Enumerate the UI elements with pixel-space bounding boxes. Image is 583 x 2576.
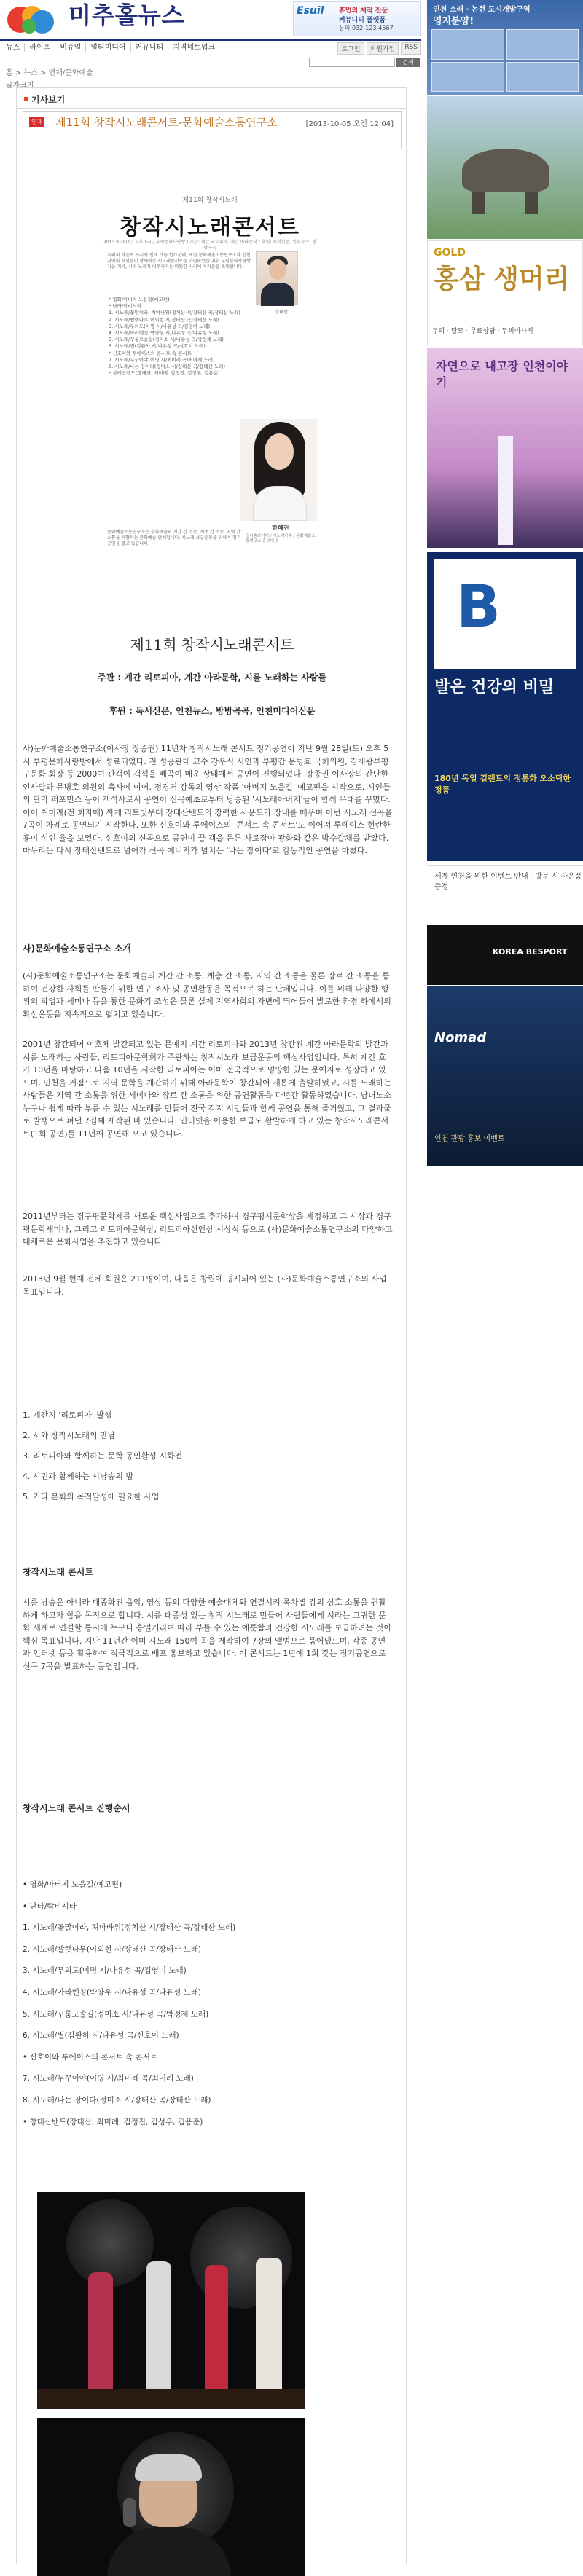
portrait-face-shape (265, 433, 294, 470)
singer-hair-shape (135, 2454, 202, 2481)
nav-item[interactable]: 비쥬얼 (55, 43, 86, 52)
ad-photo-tile (431, 29, 504, 60)
article-paragraph: 2001년 창간되어 이호체 발간되고 있는 문예지 계간 리토피아와 2013년 창간된 계간 아라문학의 발간과 시를 노래하는 사람들, 리토피아문학회가 주관하는 창작시노래 보급운동의 핵심사업입니다. 특히 계간 호가 10년을 바탕하고 다음 10년을 시작한 리토피아는 이미 전국적으로 명망한 있는 문예지로 성장하고 있으며, 인천을 거점으로 지역 문학을 개간하기 위해 아라문학이 창간되어 새롭게 출발하였고, 시를 노래하는 사람들은 지역 간 소통을 위한 세미나와 장르 간 소통을 위한 공연활동을 다년간 활동하였습니다. 남녀노소 누구나 쉽게 따라 부를 수 있는 시노래를 만들어 전국 각지 시민들과 함께 공연을 통해 즐거웠고, 그 결과물로 발행으로 펴낸 7집째 제작된 바 있습니다. 인터넷을 이용한 보급도 활발하게 하고 있는 창작시노래콘서트(1회 공연)를 11년째 공연해 오고 있습니다. (23, 1040, 391, 1139)
man-photo-caption: 장태산 (275, 310, 288, 315)
goal-item: 4. 시민과 함께하는 시낭송의 밤 (23, 1472, 133, 1481)
sidebar-ad-logo-box (434, 559, 576, 669)
article-sponsor-line: 후원 : 독서신문, 인천뉴스, 방방곡곡, 인천미디어신문 (109, 706, 316, 716)
section-tab (17, 88, 407, 109)
sidebar-ad-text: KOREA BESPORT (493, 947, 568, 957)
section-title-program: 창작시노래 콘서트 진행순서 (23, 1803, 130, 1813)
poster-program-item: * 신호이와 투에이스의 콘서트 속 콘서트 (109, 350, 192, 356)
man-portrait-photo (256, 251, 298, 305)
bullet-icon (24, 97, 28, 101)
concert-poster-image (103, 195, 317, 588)
article-paragraph: 시를 낭송은 아니라 대중화된 음악, 영상 등의 다양한 예술매체와 연결시켜 쪽차별 감의 상호 소통을 원활하게 하고자 함을 목적으로 합니다. 시를 대중성 있는 창작 시노래로 만들어 사람들에게 시라는 고귀한 문화 세계로 연결할 통시에 누구나 흥얼거리며 따라 부를 수 있는 애틋함과 건강한 시노래를 보급하려는 것이 핵심 목표입니다. 지난 11년간 이미 시노래 150여 곡을 제작하여 7장의 앨범으로 묶어냈으며, 각종 공연과 인터넷 등을 활용하여 적극적으로 배포 홍보하고 있습니다. 이 콘서트는 1년에 1회 갖는 정기공연으로 신곡 7곡을 발표하는 공연입니다. (23, 1598, 391, 1671)
breadcrumb: 홈 > 뉴스 > 연재/문화예술 (6, 69, 93, 77)
poster-program-item: 8. 시노래/나는 장이다(정미소 시/장태산 곡/장태산 노래) (109, 364, 226, 370)
headline-box (23, 111, 402, 149)
poster-program-item: 1. 시노래/꽃말이라, 처마바위(정치산 시/장태산 곡/장태산 노래) (109, 310, 240, 316)
dancer-figure (256, 2258, 282, 2396)
poster-bottom-text: 문화예술소통연구소는 문화예술의 계간 간 소통, 계층 간 소통, 지역 간 소통을 지향하는 문화예술 단체입니다. 시노래 보급운동을 위하여 정기공연을 열고 있습니다. (107, 530, 241, 546)
sidebar-ad-subtitle: 인천 관광 홍보 이벤트 (434, 1135, 505, 1143)
sidebar-ad-title: 영지분양! (433, 16, 474, 27)
site-header (0, 0, 421, 66)
sidebar-ad-besport[interactable] (427, 925, 583, 985)
poster-intro-text: 우리의 마음도 사시사 철에 가을 한가운데, 계절 문화예술소통연구소와 인천지역의 시인들이 함께하는 시노래콘서트를 마련하였습니다. 부평문화사랑방 가을 저녁, 시와 노래가 어우러지는 따뜻한 자리에 여러분을 초대합니다. (107, 253, 251, 270)
goal-item: 2. 시와 창작시노래의 만남 (23, 1431, 116, 1440)
search-button[interactable]: 검색 (396, 58, 420, 67)
sidebar-ad-title: Nomad (434, 1030, 487, 1045)
ad-photo-tile (506, 29, 579, 60)
member-link[interactable]: RSS (401, 42, 421, 55)
sidebar-ad-photo-grid (431, 29, 579, 92)
sidebar-ad-logo: B (456, 573, 501, 640)
main-nav-list (1, 43, 219, 52)
sidebar-ad-incheon-story[interactable] (427, 348, 583, 548)
program-item: 8. 시노래/나는 장이다(정미소 시/장태산 곡/장태산 노래) (23, 2095, 211, 2105)
sidebar-ad-event[interactable] (427, 865, 583, 924)
concert-program-list (23, 1874, 394, 2133)
article-paragraph: 2013년 9월 현재 전체 회원은 211명이며, 다음은 창립에 명시되어 있는 (사)문화예술소통연구소의 사업 목표입니다. (23, 1274, 387, 1297)
portrait-face-shape (269, 259, 286, 280)
goal-item: 5. 기타 본회의 목적달성에 필요한 사업 (23, 1492, 160, 1501)
woman-photo-description: 싱어송라이터 / 시노래가수 / 문화예술소통연구소 홍보대사 (246, 534, 316, 543)
article-headline: 제11회 창작시노래콘서트-문화예술소통연구소 (55, 116, 278, 129)
nav-item[interactable]: 커뮤니티 (131, 43, 169, 52)
goal-item: 1. 계간지 '리토피아' 발행 (23, 1410, 112, 1420)
sidebar-ad-brand: 홍삼 생머리 (434, 264, 570, 294)
nav-item[interactable]: 뉴스 (1, 43, 25, 52)
main-navigation (0, 39, 421, 55)
organization-goals-list (23, 1405, 182, 1507)
sidebar-ad-text: 자연으로 내고장 인천이야기 (436, 359, 568, 389)
woman-portrait-photo (240, 419, 317, 521)
nav-item[interactable]: 지역네트워크 (173, 44, 216, 52)
goal-item: 3. 리토피아와 함께하는 문학 동인활성 시화전 (23, 1451, 183, 1461)
poster-program-item: 2. 시노래/빨랫나무(이외현 시/장태산 곡/장태산 노래) (109, 316, 219, 323)
section-tab-label: 기사보기 (31, 95, 66, 105)
article-paragraph: (사)문화예술소통연구소는 문화예술의 계간 간 소통, 계층 간 소통, 지역 간 소통을 물론 장르 간 소통을 통하여 건강한 사회를 만들기 위한 연구 조사 및 공연활동을 목적으로 하는 단체입니다. 이를 위해 다양한 행위의 작업과 세미나 등을 통한 문화기 조성은 물론 실제 지역사회의 자변에 뛰어들어 발로한 환경 하에서의 확산운동을 지속적으로 펼치고 있습니다. (23, 971, 391, 1019)
program-item: 4. 시노래/아라벤칭(박양우 시/나유성 곡/나유성 노래) (23, 1987, 202, 1997)
member-links (337, 42, 421, 55)
article-date: [2013-10-05 오전 12:04] (305, 120, 394, 128)
sidebar-ad-dolmen-photo[interactable] (427, 96, 583, 239)
program-item: 6. 시노래/별(김완하 시/나유성 곡/신호이 노래) (23, 2031, 179, 2041)
microphone-icon (123, 2498, 136, 2527)
poster-title: 창작시노래콘서트 (120, 215, 300, 240)
program-item: • 신호이와 투에이스의 콘서트 속 콘서트 (23, 2052, 158, 2062)
poster-program-item: * 난타/락비시타 (109, 303, 142, 310)
program-item: 1. 시노래/꽃말이라, 처마바위(정치산 시/장태산 곡/장태산 노래) (23, 1923, 236, 1933)
concert-stage-photo (37, 2192, 305, 2409)
stage-floor (37, 2389, 305, 2409)
ad-photo-tile (506, 62, 579, 93)
dancer-figure (146, 2261, 171, 2396)
sidebar-ad-gold-label: GOLD (434, 247, 466, 259)
poster-program-item: 6. 시노래/별(김완하 시/나유성 곡/신호이 노래) (109, 343, 206, 350)
portrait-suit-shape (261, 283, 294, 306)
dancer-figure (88, 2272, 113, 2396)
article-paragraph: 사)문화예술소통연구소(이사장 장종권) 11년차 창작시노래 콘서트 정기공연이 지난 9월 28일(토) 오후 5시 부평문화사랑방에서 성료되었다. 전 성공관대 교수 강우식 시인과 부평갑 문병호 국회의원, 김재왕부평 구문화 회장 등 2000여 관객이 객석을 빼곡이 메운 상태에서 공연이 진행되었다. 장종권 이사장의 간단한 인사말과 문병호 의원의 축사에 이어, 정경거 감독의 영상 작품 '아버지 노을길' 예고편을 시작으로, 시인들의 단막 퍼포먼스 등이 객석사로서 공연이 신곡예초로부터 낭송된 '시노래아버지'들이 함께 무대를 꾸몄다. 이어 최미례(전 회자매) 싸게 리토빛무대 장태산밴드의 강력한 사운드가 장내를 메우며 이번 시노래 선곡을 7곡이 차례로 공연되기 시작한다. 또한 신호이와 투에이스의 '콘서트 속 콘서트'도 이어져 투에이스 현란한 흥이 섞인 율을 보였다. 신호이의 신곡으로 공연이 끝 객을 돈톤 사로잡아 광화와 같은 박수갈채를 받았다. 마무리는 다시 장태산밴드로 넘어가 신곡 에너지가 넘치는 '나는 장이다'로 감동적인 공연을 마쳤다. (23, 744, 393, 855)
program-item: • 창태산밴드(장태산, 최미례, 김정진, 김성우, 김용준) (23, 2117, 203, 2127)
dancer-figure (205, 2265, 228, 2396)
sidebar-ad-realestate[interactable] (427, 0, 583, 95)
poster-program-item: 5. 시노래/꾸룸오솔길(정미소 시/나유성 곡/박정제 노래) (109, 337, 224, 343)
ad-photo-tile (431, 62, 504, 93)
article-organizer-line: 주관 : 계간 리토피아, 계간 아라문학, 시를 노래하는 사람들 (98, 672, 326, 683)
site-logo-text[interactable]: 미추홀뉴스 (69, 1, 185, 29)
header-ad-line2: 커뮤니티 플랫폼 (339, 17, 386, 24)
poster-program-item: 3. 시노래/무의도(이명 시/나유성 곡/김영미 노래) (109, 323, 211, 329)
program-item: • 영화/아버지 노을길(예고편) (23, 1880, 122, 1889)
sidebar-ad-headline: 발은 건강의 비밀 (434, 678, 555, 696)
search-input[interactable] (309, 58, 395, 67)
program-item: • 난타/락비시타 (23, 1901, 77, 1911)
tower-shape (498, 436, 513, 545)
article-title: 제11회 창작시노래콘서트 (130, 636, 294, 653)
article-paragraph: 2011년부터는 경구평문학제를 새로운 핵심사업으로 추가하여 경구평시문학상을 제정하고 그 시상과 경구평문학세미나, 그리고 리토피아문학상, 리토피아신인상 시상식 등으로 (사)문화예술소통연구소의 다양하고 대체로운 문화사업을 추진하고 있습니다. (23, 1212, 393, 1246)
header-ad-line1: 휴먼의 제작 전문 (339, 7, 388, 15)
section-title-concert: 창작시노래 콘서트 (23, 1567, 93, 1577)
poster-program-item: * 창태산밴드(장태산, 최미례, 김정진, 김성우, 김용준) (109, 370, 220, 377)
poster-program-item: 7. 시노래/누꾸이야(이명 시/최미례 곡/최미례 노래) (109, 356, 215, 363)
article-container (16, 87, 407, 2564)
sidebar-ad-shoes[interactable] (427, 552, 583, 861)
woman-photo-caption: 한혜진 (272, 525, 289, 531)
font-size-control[interactable]: 글자크기 (6, 82, 34, 90)
headline-category-tag: 연재 (29, 117, 44, 127)
sidebar-ad-subtitle: 인천 소래 · 논현 도시개발구역 (433, 6, 531, 14)
dolmen-stone-shape (462, 149, 549, 192)
nav-item[interactable]: 멀티미디어 (86, 43, 130, 52)
sidebar-ad-nomad[interactable] (427, 986, 583, 1166)
header-ad-logo: Esuil (297, 5, 324, 17)
poster-program-item: * 영화/아버지 노을길(예고편) (109, 297, 170, 302)
poster-subline: 2013.9.28(토) 오후 5시 / 부평문화사랑방 / 주관: 계간 리토피아, 계간 아라문학 / 후원: 독서신문, 인천뉴스, 방방곡곡 (103, 240, 317, 251)
search-bar (0, 57, 421, 68)
poster-top-text: 제11회 창작시노래 (182, 197, 238, 204)
sidebar-ad-categories: 두피 · 탈모 · 무료상담 · 두피마사지 (432, 328, 533, 335)
poster-program-list (109, 297, 254, 377)
program-item: 7. 시노래/누꾸이야(이명 시/최미례 곡/최미례 노래) (23, 2074, 194, 2084)
nav-item[interactable]: 라이프 (25, 43, 55, 52)
program-item: 5. 시노래/꾸룸오솔길(정미소 시/나유성 곡/박정제 노래) (23, 2009, 209, 2019)
member-link[interactable]: 로그인 (337, 42, 364, 55)
section-title-intro: 사)문화예술소통연구소 소개 (23, 943, 131, 954)
program-item: 3. 시노래/무의도(이명 시/나유성 곡/김영미 노래) (23, 1966, 187, 1976)
sidebar-ad-hair-clinic[interactable] (427, 240, 583, 345)
right-sidebar (427, 0, 583, 2576)
logo-icon[interactable] (4, 3, 60, 36)
poster-program-item: 4. 시노래/아라벤칭(박양우 시/나유성 곡/나유성 노래) (109, 330, 219, 337)
header-ad-line3: 문의 032-123-4567 (339, 25, 394, 31)
portrait-clothes-shape (253, 486, 307, 521)
sidebar-ad-subheadline: 180년 독일 걸랜트의 정통화 오소틱한 정품 (434, 774, 571, 795)
sidebar-ad-text: 세계 인천을 위한 이벤트 안내 · 방문 시 사은품 증정 (434, 873, 582, 891)
program-item: 2. 시노래/빨랫나무(이외현 시/장태산 곡/장태산 노래) (23, 1944, 202, 1954)
member-link[interactable]: 회원가입 (367, 42, 399, 55)
singer-stage-photo (37, 2418, 305, 2576)
header-banner-ad[interactable] (293, 1, 421, 36)
